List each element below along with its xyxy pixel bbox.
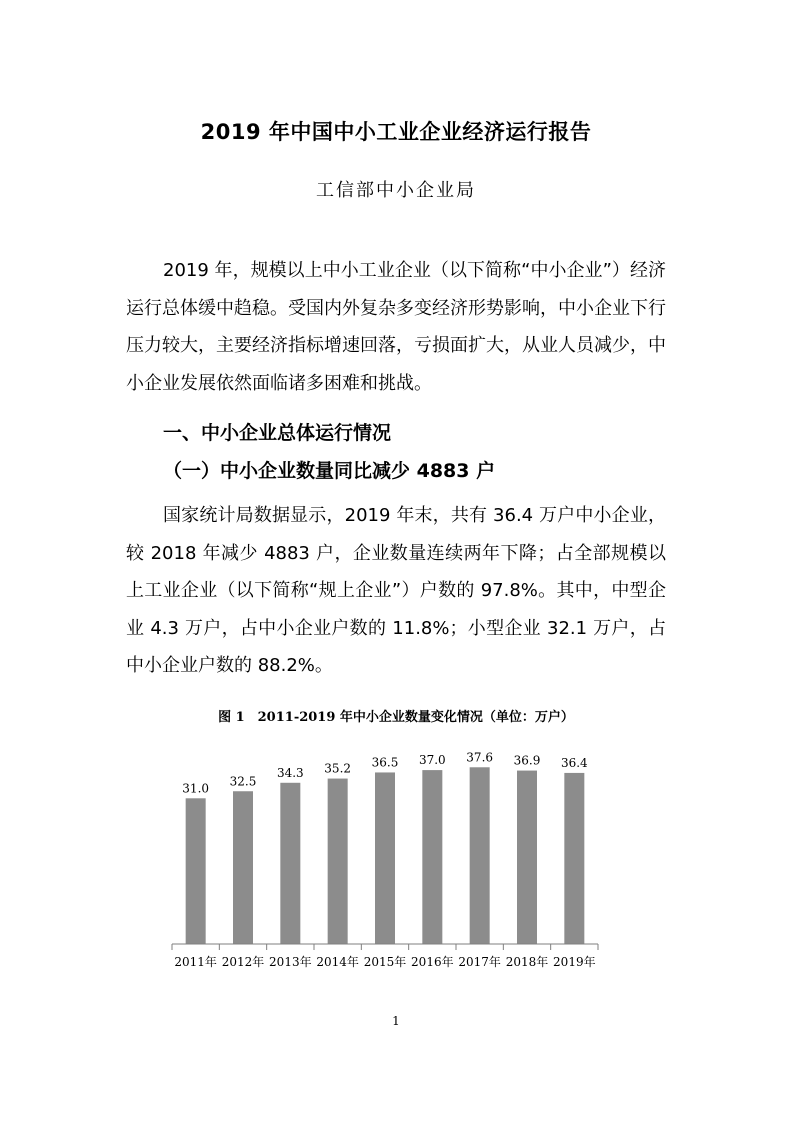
- category-tick-label: 2014年: [316, 955, 359, 969]
- bar-value-label: 31.0: [182, 781, 210, 796]
- document-author: 工信部中小企业局: [316, 180, 476, 201]
- bar-value-label: 36.9: [513, 753, 541, 768]
- bar-value-label: 37.0: [418, 753, 446, 768]
- page-number: 1: [392, 1014, 400, 1028]
- category-tick-label: 2015年: [363, 955, 407, 969]
- chart-bar: [422, 770, 442, 944]
- category-tick-label: 2011年: [174, 955, 217, 969]
- subsection-heading: （一）中小企业数量同比减少 4883 户: [163, 460, 496, 482]
- bar-value-label: 36.4: [560, 755, 588, 770]
- category-tick-label: 2013年: [269, 955, 312, 969]
- category-tick-label: 2019年: [553, 955, 596, 969]
- category-tick-label: 2018年: [505, 955, 549, 969]
- figure-caption: 图 1 2011-2019 年中小企业数量变化情况（单位：万户）: [218, 710, 574, 725]
- chart-bar: [328, 779, 348, 944]
- chart-bar: [280, 783, 300, 944]
- body-paragraph: 国家统计局数据显示，2019 年末，共有 36.4 万户中小企业，较 2018 年减少 4883 户，企业数量连续两年下降；占全部规模以上工业企业（以下简称“规上企业”）户数的 97.8%。其中，中型企业 4.3 万户，占中小企业户数的 11.8%；小型企业 32.1 万户，占中小企业户数的 88.2%。: [126, 505, 666, 676]
- chart-bar: [186, 798, 206, 944]
- document-title: 2019 年中国中小工业企业经济运行报告: [200, 120, 592, 144]
- bar-value-label: 35.2: [324, 761, 352, 776]
- category-tick-label: 2012年: [221, 955, 265, 969]
- bar-chart: [150, 728, 610, 976]
- category-tick-label: 2016年: [411, 955, 454, 969]
- chart-bar: [375, 772, 395, 944]
- section-heading: 一、中小企业总体运行情况: [163, 422, 392, 444]
- chart-bar: [517, 771, 537, 944]
- bar-value-label: 32.5: [229, 774, 257, 789]
- chart-bar: [233, 791, 253, 944]
- bar-value-label: 36.5: [371, 755, 399, 770]
- chart-bar: [470, 767, 490, 944]
- bar-value-label: 37.6: [466, 750, 494, 765]
- category-tick-label: 2017年: [458, 955, 501, 969]
- chart-bar: [564, 773, 584, 944]
- intro-paragraph: 2019 年，规模以上中小工业企业（以下简称“中小企业”）经济运行总体缓中趋稳。受国内外复杂多变经济形势影响，中小企业下行压力较大，主要经济指标增速回落，亏损面扩大，从业人员减少，中小企业发展依然面临诸多困难和挑战。: [126, 260, 666, 394]
- bar-value-label: 34.3: [276, 765, 304, 780]
